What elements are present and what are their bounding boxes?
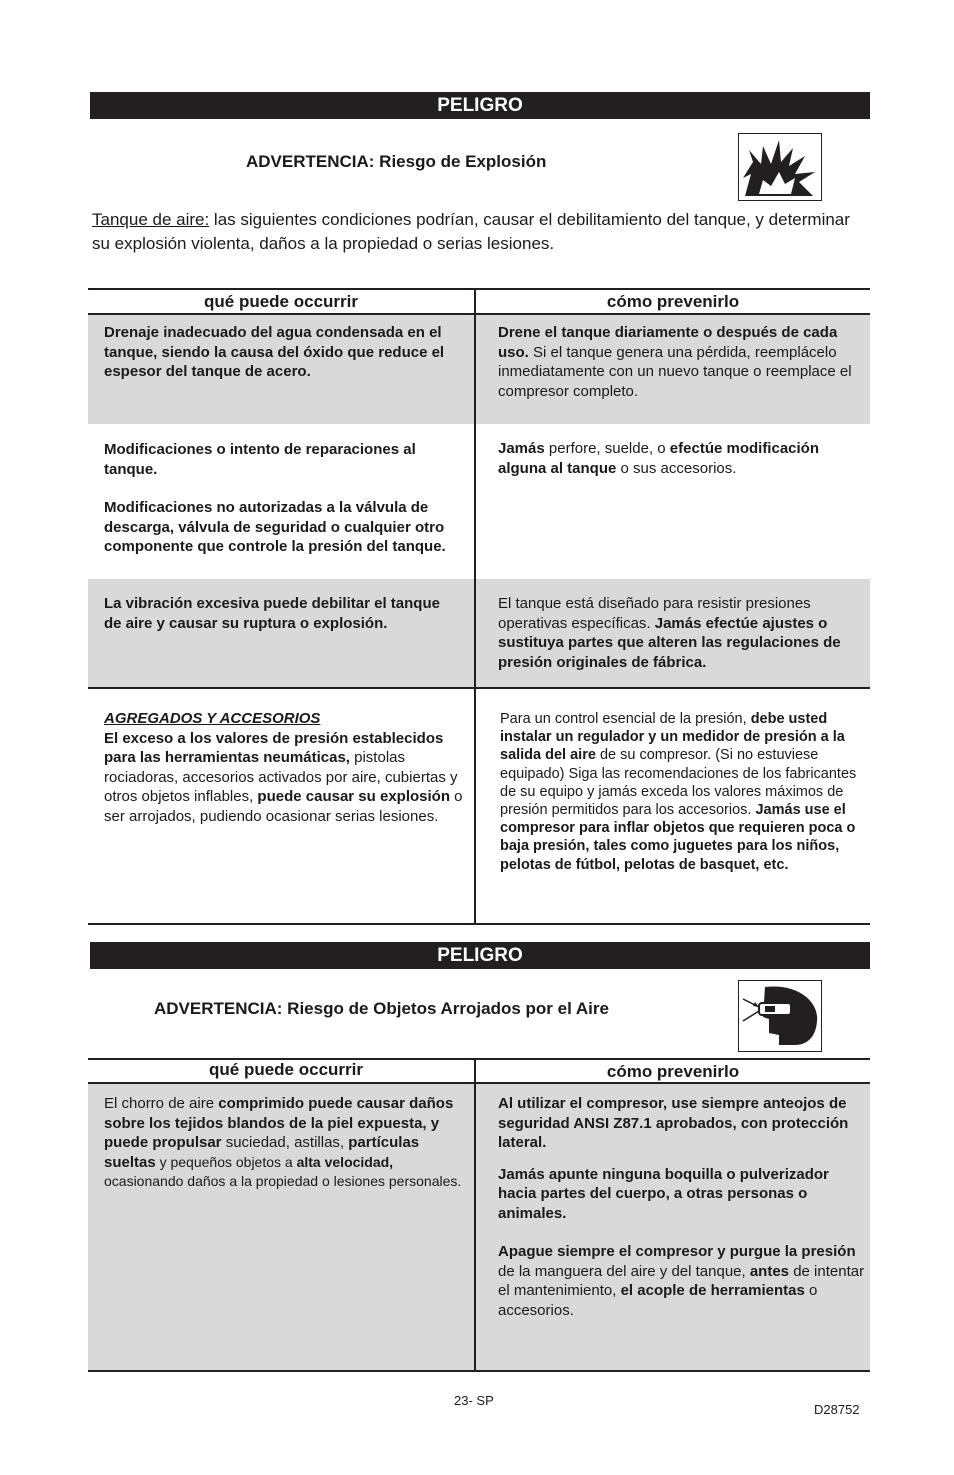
accessories-title: AGREGADOS Y ACCESORIOS <box>104 710 321 727</box>
intro-text: las siguientes condiciones podrían, causar el debilitamiento del tanque, y determinar su explosión violenta, daños a la propiedad o serias lesiones. <box>92 210 850 253</box>
row4-text-2: o ser arrojados, pudiendo ocasionar serias lesiones. <box>104 788 463 825</box>
prevention-purge <box>498 1242 868 1320</box>
row4-prevention <box>500 710 870 874</box>
table-rule <box>88 923 870 925</box>
danger-banner-2: PELIGRO <box>90 942 870 969</box>
col-header-what-can-happen: qué puede occurrir <box>204 292 358 311</box>
row2-hazard <box>104 440 464 557</box>
row1-hazard: Drenaje inadecuado del agua condensada en el tanque, siendo la causa del óxido que reduce el espesor del tanque de acero. <box>104 324 445 380</box>
row2-hazard-b: Modificaciones no autorizadas a la válvula de descarga, válvula de seguridad o cualquier otro componente que controle la presión del tanque. <box>104 499 446 555</box>
row3-text: El tanque está diseñado para resistir presiones operativas específicas. <box>498 595 811 632</box>
document-code: D28752 <box>814 1402 860 1417</box>
row3-bold: Jamás efectúe ajustes o sustituya partes que alteren las regulaciones de presión originales de fábrica. <box>498 614 841 671</box>
row2-hazard-a: Modificaciones o intento de reparaciones al tanque. <box>104 441 416 478</box>
row4-right-3: de su compresor. (Si no estuviese equipado) Siga las recomendaciones de los fabricantes de su equipo y jamás exceda los valores máximos de presión permitidos para los accesorios. <box>500 747 857 819</box>
prevention-nozzle-b: animales. <box>498 1204 567 1222</box>
row4-bold-2: puede causar su explosión <box>257 788 450 805</box>
table-rule <box>88 1370 870 1372</box>
col-header-how-to-prevent: cómo prevenirlo <box>606 1062 740 1081</box>
row4-right-1: Para un control esencial de la presión, <box>500 711 751 727</box>
row1-prevention-bold: Drene el tanque diariamente o después de cada uso. <box>498 324 838 361</box>
eye-protection-icon <box>738 980 822 1052</box>
row2-bold-1: Jamás <box>498 440 545 457</box>
row3-hazard: La vibración excesiva puede debilitar el tanque de aire y causar su ruptura o explosión. <box>104 595 440 632</box>
row4-bold-1: El exceso a los valores de presión establecidos para las herramientas neumáticas, <box>104 729 444 766</box>
flying-objects-table <box>88 1058 870 1374</box>
flying-objects-warning-title: ADVERTENCIA: Riesgo de Objetos Arrojados por el Aire <box>154 999 609 1018</box>
row4-text-1: pistolas rociadoras, accesorios activados por aire, cubiertas y otros objetos inflables, <box>104 749 458 805</box>
intro-label: Tanque de aire: <box>92 210 210 229</box>
air-jet-prevention <box>498 1094 868 1320</box>
purge-text-2: de intentar el mantenimiento, <box>498 1262 865 1299</box>
air-jet-hazard <box>104 1094 464 1192</box>
row4-hazard <box>104 709 464 826</box>
row1-prevention-text: Si el tanque genera una pérdida, reemplácelo inmediatamente con un nuevo tanque o reemplace el compresor completo. <box>498 343 852 400</box>
table-rule <box>88 687 870 689</box>
row3-prevention <box>498 594 868 672</box>
prevention-nozzle-a: Jamás apunte ninguna boquilla o pulverizador hacia partes del cuerpo, a otras personas o <box>498 1165 829 1202</box>
row2-text-2: o sus accesorios. <box>616 459 737 477</box>
col-header-what-can-happen: qué puede occurrir <box>209 1060 363 1079</box>
hazard-text-1: El chorro de aire <box>104 1095 219 1112</box>
row1-prevention <box>498 323 860 401</box>
purge-text-3: o accesorios. <box>498 1282 818 1319</box>
purge-bold-3: el acople de herramientas <box>620 1282 805 1299</box>
prevention-nozzle <box>498 1165 868 1224</box>
hazard-bold-1: comprimido puede causar daños sobre los tejidos blandos de la piel expuesta, y puede propulsar <box>104 1095 454 1151</box>
hazard-text-2: suciedad, astillas, <box>221 1134 349 1151</box>
prevention-goggles: Al utilizar el compresor, use siempre anteojos de seguridad ANSI Z87.1 aprobados, con protección lateral. <box>498 1095 849 1151</box>
row2-bold-2: efectúe modificación alguna al tanque <box>498 440 819 477</box>
row2-text-1: perfore, suelde, o <box>544 440 670 457</box>
hazard-text-3: y pequeños objetos a <box>155 1153 297 1170</box>
explosion-table <box>88 288 870 928</box>
purge-text-1: de la manguera del aire y del tanque, <box>498 1262 750 1280</box>
air-tank-intro <box>92 208 872 256</box>
danger-banner-1: PELIGRO <box>90 92 870 119</box>
hazard-bold-3: alta velocidad, <box>296 1153 394 1170</box>
table-rule <box>88 288 870 290</box>
explosion-warning-title: ADVERTENCIA: Riesgo de Explosión <box>246 152 547 171</box>
explosion-icon <box>738 133 822 201</box>
row4-right-2: debe usted instalar un regulador y un medidor de presión a la salida del aire <box>500 711 845 764</box>
purge-bold-2: antes <box>749 1262 790 1280</box>
row2-prevention <box>498 439 868 478</box>
page-number: 23- SP <box>454 1393 494 1408</box>
row4-right-4: Jamás use el compresor para inflar objetos que requieren poca o baja presión, tales como juguetes para los niños, pelotas de fútbol, pelotas de basquet, etc. <box>500 802 856 873</box>
col-header-how-to-prevent: cómo prevenirlo <box>606 292 740 311</box>
purge-bold-1: Apague siempre el compresor y purgue la presión <box>498 1243 856 1260</box>
hazard-text-4: ocasionando daños a la propiedad o lesiones personales. <box>104 1173 462 1189</box>
hazard-bold-2: partículas sueltas <box>104 1134 420 1171</box>
